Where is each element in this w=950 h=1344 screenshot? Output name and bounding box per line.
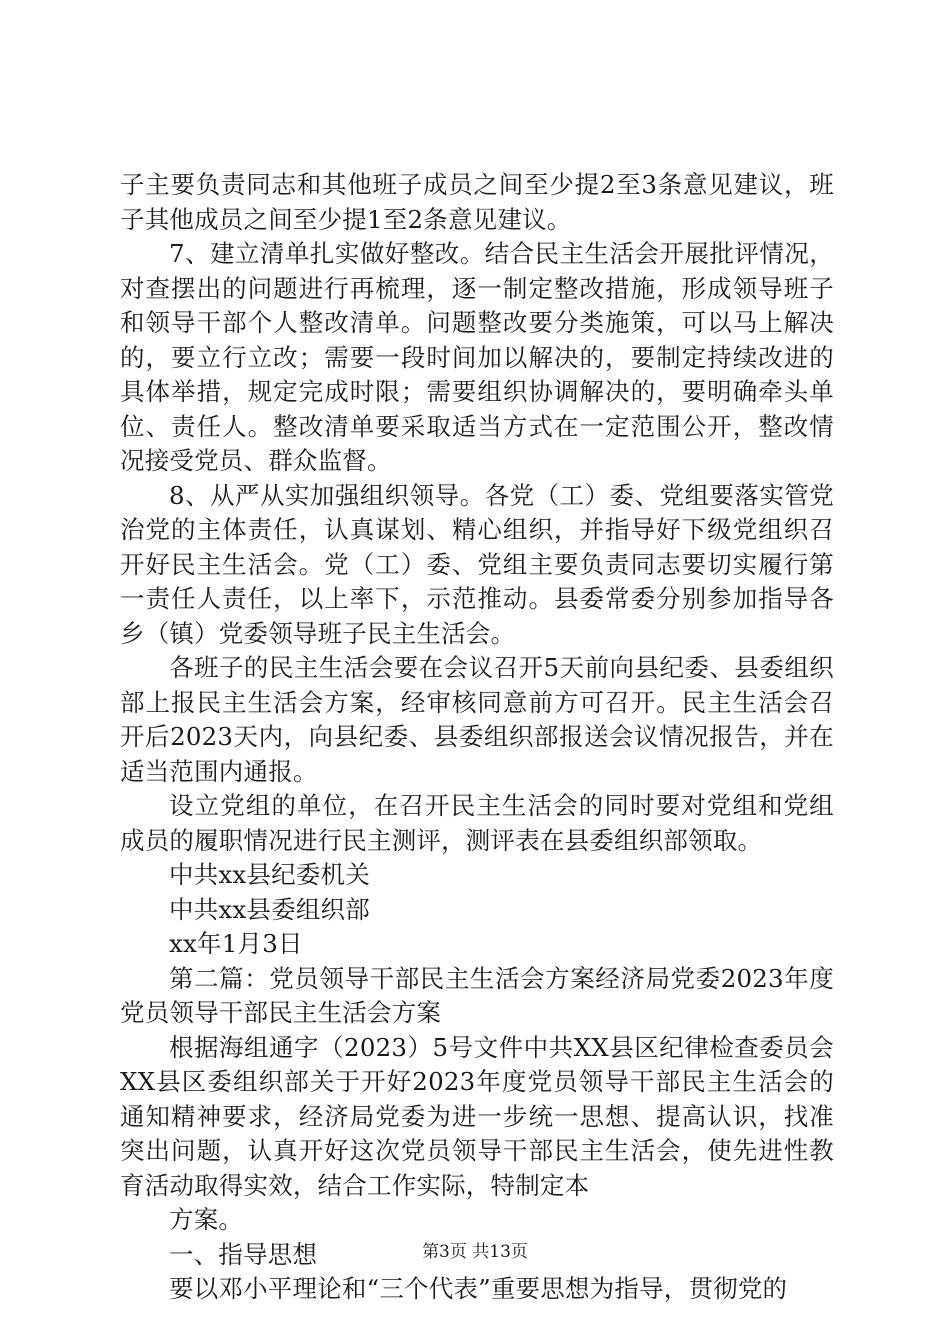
signature-line: 中共xx县纪委机关 [169,860,370,889]
section-heading: 一、指导思想 [169,1239,318,1269]
date-line: xx年1月3日 [169,929,303,958]
paragraph: 设立党组的单位，在召开民主生活会的同时要对党组和党组成员的履职情况进行民主测评，测评表在县委组织部领取。 [120,791,834,855]
paragraph: 各班子的民主生活会要在会议召开5天前向县纪委、县委组织部上报民主生活会方案，经审核同意前方可召开。民主生活会召开后2023天内，向县纪委、县委组织部报送会议情况报告，并在适当范围内通报。 [120,653,834,786]
paragraph: 8、从严从实加强组织领导。各党（工）委、党组要落实管党治党的主体责任，认真谋划、精心组织，并指导好下级党组织召开好民主生活会。党（工）委、党组主要负责同志要切实履行第一责任人责任，以上率下，示范推动。县委常委分别参加指导各乡（镇）党委领导班子民主生活会。 [120,480,834,648]
document-body [120,168,834,1307]
page-number: 第3页 共13页 [422,1242,528,1262]
signature-line: 中共xx县委组织部 [169,894,370,924]
paragraph: 方案。 [169,1205,244,1234]
paragraph: 7、建立清单扎实做好整改。结合民主生活会开展批评情况，对查摆出的问题进行再梳理，逐一制定整改措施，形成领导班子和领导干部个人整改清单。问题整改要分类施策，可以马上解决的，要立行立改；需要一段时间加以解决的，要制定持续改进的具体举措，规定完成时限；需要组织协调解决的，要明确牵头单位、责任人。整改清单要采取适当方式在一定范围公开，整改情况接受党员、群众监督。 [120,239,834,475]
paragraph: 要以邓小平理论和“三个代表”重要思想为指导，贯彻党的 [169,1274,788,1303]
paragraph: 子主要负责同志和其他班子成员之间至少提2至3条意见建议，班子其他成员之间至少提1至2条意见建议。 [120,170,834,234]
section-title: 第二篇：党员领导干部民主生活会方案经济局党委2023年度党员领导干部民主生活会方案 [120,963,834,1027]
paragraph: 根据海组通字（2023）5号文件中共XX县区纪律检查委员会XX县区委组织部关于开好2023年度党员领导干部民主生活会的通知精神要求，经济局党委为进一步统一思想、提高认识，找准突出问题，认真开好这次党员领导干部民主生活会，使先进性教育活动取得实效，结合工作实际，特制定本 [120,1032,834,1200]
